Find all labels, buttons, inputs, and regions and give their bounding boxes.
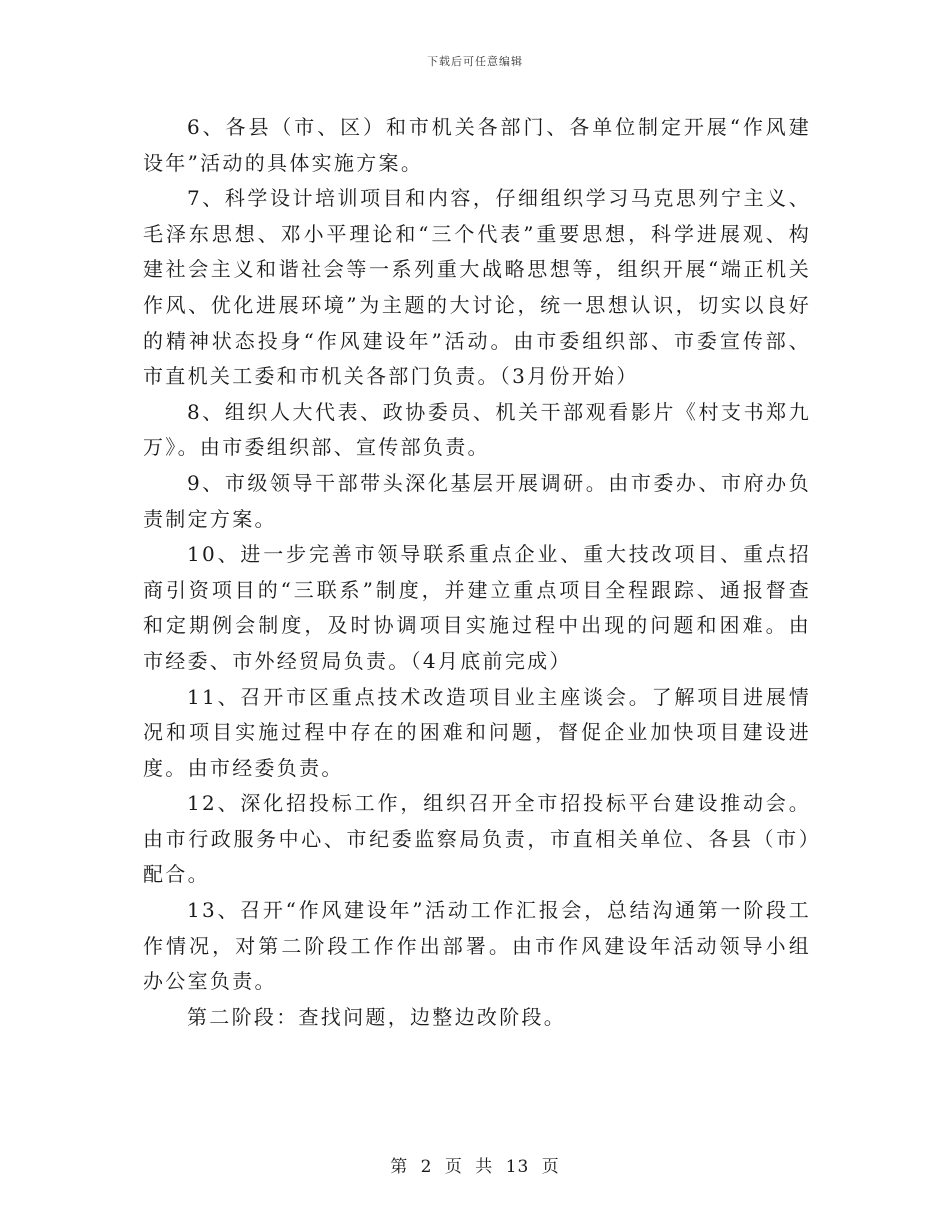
paragraph-item-11: 11、召开市区重点技术改造项目业主座谈会。了解项目进展情况和项目实施过程中存在的困难和问题，督促企业加快项目建设进度。由市经委负责。 bbox=[143, 684, 811, 780]
paragraph-item-10: 10、进一步完善市领导联系重点企业、重大技改项目、重点招商引资项目的“三联系”制度，并建立重点项目全程跟踪、通报督查和定期例会制度，及时协调项目实施过程中出现的问题和困难。由市经委、市外经贸局负责。（4月底前完成） bbox=[143, 542, 811, 673]
paragraph-item-9: 9、市级领导干部带头深化基层开展调研。由市委办、市府办负责制定方案。 bbox=[143, 470, 811, 531]
paragraph-item-12: 12、深化招投标工作，组织召开全市招投标平台建设推动会。由市行政服务中心、市纪委监察局负责，市直相关单位、各县（市）配合。 bbox=[143, 791, 811, 887]
paragraph-item-6: 6、各县（市、区）和市机关各部门、各单位制定开展“作风建设年”活动的具体实施方案。 bbox=[143, 115, 811, 175]
document-body bbox=[143, 110, 811, 1035]
page-header-note: 下载后可任意编辑 bbox=[427, 55, 523, 68]
page-number-footer: 第 2 页 共 13 页 bbox=[390, 1157, 560, 1177]
paragraph-item-8: 8、组织人大代表、政协委员、机关干部观看影片《村支书郑九万》。由市委组织部、宣传部负责。 bbox=[143, 399, 811, 460]
paragraph-item-7: 7、科学设计培训项目和内容，仔细组织学习马克思列宁主义、毛泽东思想、邓小平理论和“三个代表”重要思想，科学进展观、构建社会主义和谐社会等一系列重大战略思想等，组织开展“端正机关作风、优化进展环境”为主题的大讨论，统一思想认识，切实以良好的精神状态投身“作风建设年”活动。由市委组织部、市委宣传部、市直机关工委和市机关各部门负责。（3月份开始） bbox=[143, 186, 811, 389]
section-heading-stage-two: 第二阶段：查找问题，边整边改阶段。 bbox=[187, 1004, 567, 1029]
paragraph-item-13: 13、召开“作风建设年”活动工作汇报会，总结沟通第一阶段工作情况，对第二阶段工作作出部署。由市作风建设年活动领导小组办公室负责。 bbox=[143, 898, 811, 994]
